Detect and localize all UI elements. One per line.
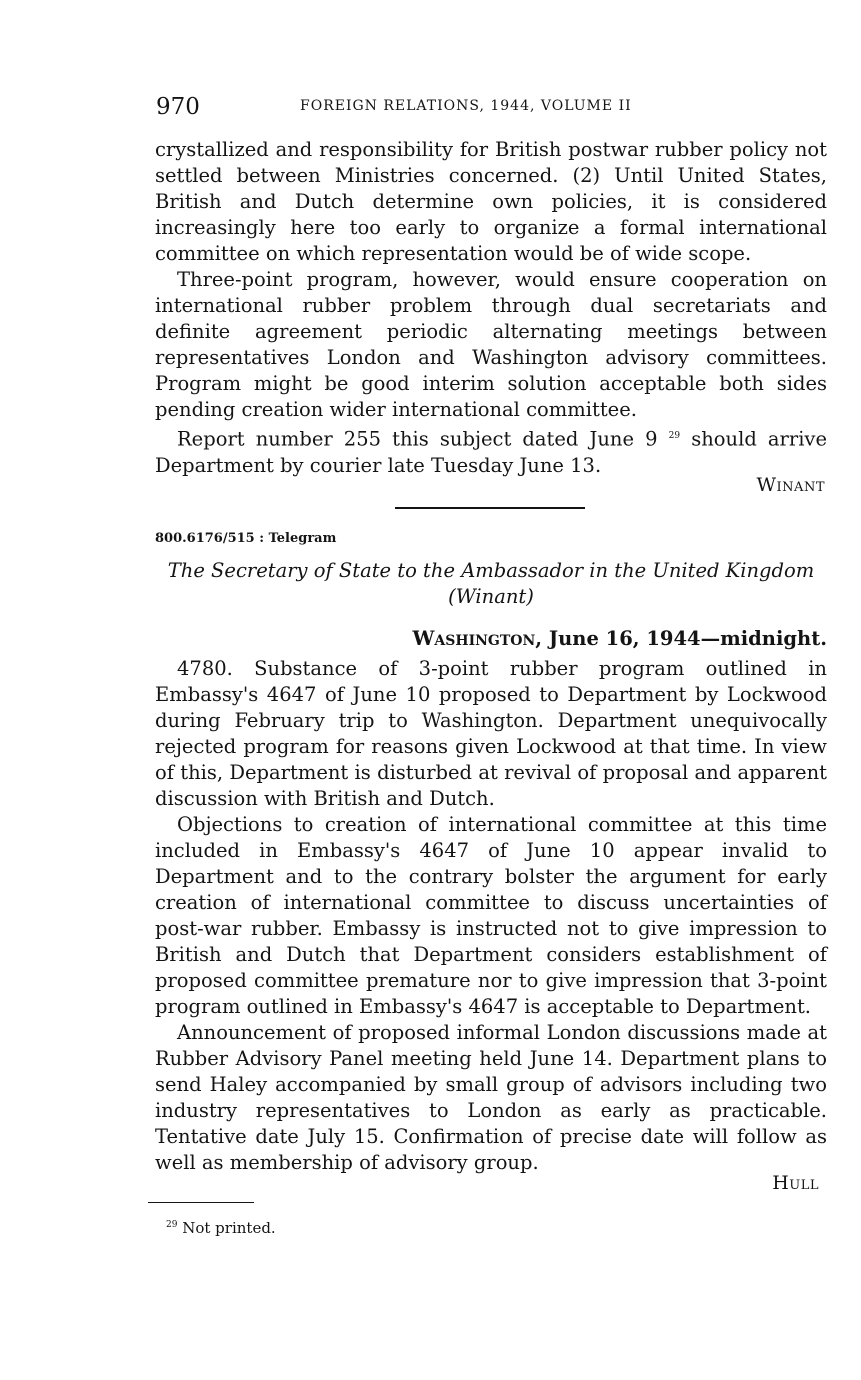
- footnote-divider: [148, 1202, 254, 1203]
- file-reference: 800.6176/515 : Telegram: [155, 531, 337, 546]
- section-divider: [395, 507, 585, 509]
- footnote-text: Not printed.: [182, 1219, 276, 1237]
- paragraph: Objections to creation of international committee at this time included in Embassy's 4647 of June 10 appear invalid to Department and to the contrary bolster the argument for early creation of international committee to discuss uncertainties of post-war rubber. Embassy is instructed not to give impression to British and Dutch that Department considers establishment of proposed committee premature nor to give impression that 3-point program outlined in Embassy's 4647 is acceptable to Department.: [155, 813, 827, 1018]
- paragraph-report: [155, 423, 827, 479]
- dateline-date: , June 16, 1944—midnight.: [535, 627, 827, 650]
- dateline: [412, 627, 827, 650]
- report-text-start: Report number 255 this subject dated June 9: [177, 427, 658, 451]
- paragraph: Announcement of proposed informal London discussions made at Rubber Advisory Panel meeting held June 14. Department plans to send Haley accompanied by small group of advisors including two industry representatives to London as early as practicable. Tentative date July 15. Confirmation of precise date will follow as well as membership of advisory group.: [155, 1021, 827, 1174]
- paragraph: Three-point program, however, would ensure cooperation on international rubber problem through dual secretariats and definite agreement periodic alternating meetings between representatives London and Washington advisory committees. Program might be good interim solution acceptable both sides pending creation wider international committee.: [155, 268, 827, 421]
- telegram-text: [155, 656, 827, 1176]
- running-title: FOREIGN RELATIONS, 1944, VOLUME II: [300, 98, 632, 114]
- continued-telegram-text: [155, 137, 827, 479]
- signature-winant: Winant: [756, 474, 825, 496]
- footnote-mark: 29: [166, 1220, 178, 1230]
- report-text-end: should arrive Department by courier late Tuesday June 13.: [155, 427, 827, 477]
- dateline-place: Washington: [412, 627, 536, 650]
- document-title: The Secretary of State to the Ambassador in the United Kingdom (Winant): [167, 559, 815, 608]
- paragraph: crystallized and responsibility for British postwar rubber policy not settled between Ministries concerned. (2) Until United States, British and Dutch determine own policies, it is considered increasingly here too early to organize a formal international committee on which representation would be of wide scope.: [155, 138, 827, 265]
- paragraph: 4780. Substance of 3-point rubber program outlined in Embassy's 4647 of June 10 proposed to Department by Lockwood during February trip to Washington. Department unequivocally rejected program for reasons given Lockwood at that time. In view of this, Department is disturbed at revival of proposal and apparent discussion with British and Dutch.: [155, 657, 827, 810]
- signature-hull: Hull: [772, 1172, 819, 1194]
- page-header: [156, 94, 828, 120]
- footnote: [166, 1219, 276, 1237]
- footnote-reference: 29: [668, 431, 681, 441]
- page-number: 970: [156, 94, 200, 120]
